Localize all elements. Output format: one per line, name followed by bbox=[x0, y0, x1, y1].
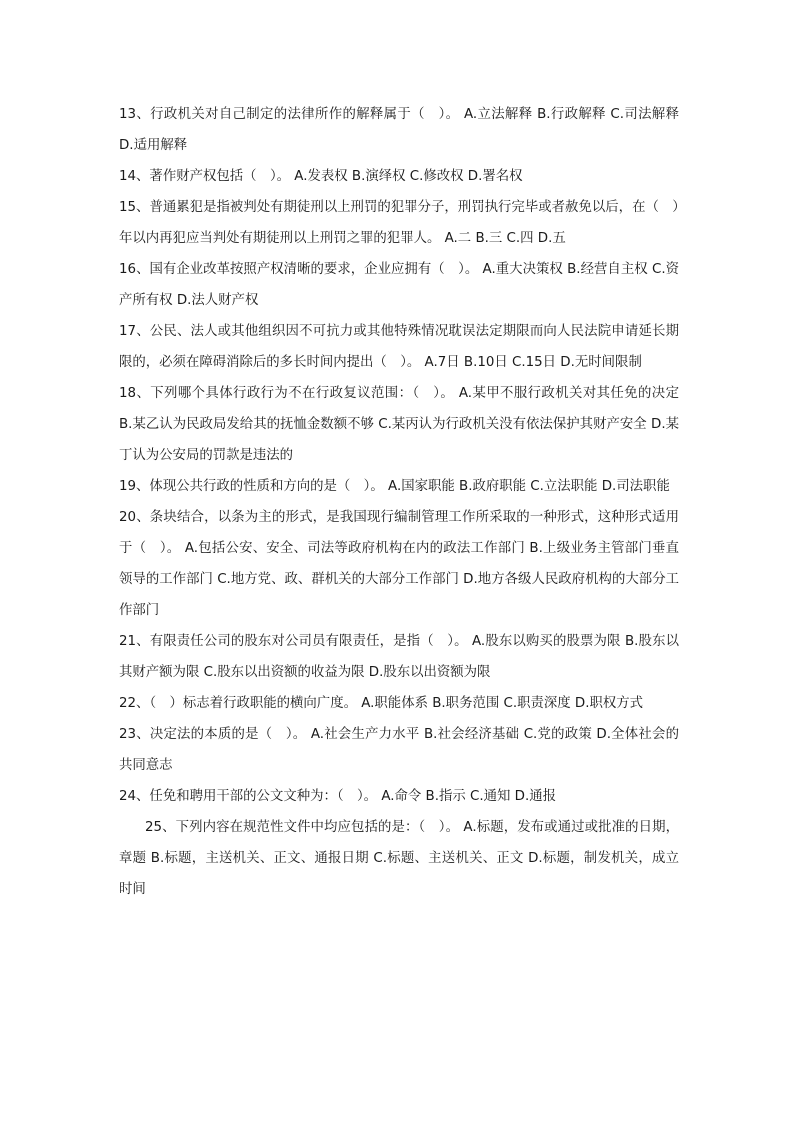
question-24: 24、任免和聘用干部的公文文种为：（ ）。 A.命令 B.指示 C.通知 D.通报 bbox=[119, 789, 557, 804]
question-20: 20、条块结合，以条为主的形式，是我国现行编制管理工作所采取的一种形式，这种形式适用于（ ）。 A.包括公安、安全、司法等政府机构在内的政法工作部门 B.上级业务主管部门垂直领导的工作部门 C.地方党、政、群机关的大部分工作部门 D.地方各级人民政府机构的大部分工作部门 bbox=[119, 510, 679, 618]
question-list bbox=[119, 99, 679, 905]
question-19: 19、体现公共行政的性质和方向的是（ ）。 A.国家职能 B.政府职能 C.立法职能 D.司法职能 bbox=[119, 479, 670, 494]
question-13: 13、行政机关对自己制定的法律所作的解释属于（ ）。 A.立法解释 B.行政解释 C.司法解释 D.适用解释 bbox=[119, 107, 679, 153]
question-15: 15、普通累犯是指被判处有期徒刑以上刑罚的犯罪分子，刑罚执行完毕或者赦免以后，在（ ）年以内再犯应当判处有期徒刑以上刑罚之罪的犯罪人。 A.二 B.三 C.四 D.五 bbox=[119, 200, 679, 246]
question-17: 17、公民、法人或其他组织因不可抗力或其他特殊情况耽误法定期限而向人民法院申请延长期限的，必须在障碍消除后的多长时间内提出（ ）。 A.7日 B.10日 C.15日 D.无时间限制 bbox=[119, 324, 679, 370]
question-18: 18、下列哪个具体行政行为不在行政复议范围：（ ）。 A.某甲不服行政机关对其任免的决定 B.某乙认为民政局发给其的抚恤金数额不够 C.某丙认为行政机关没有依法保护其财产安全 D.某丁认为公安局的罚款是违法的 bbox=[119, 386, 679, 463]
question-23: 23、决定法的本质的是（ ）。 A.社会生产力水平 B.社会经济基础 C.党的政策 D.全体社会的共同意志 bbox=[119, 727, 679, 773]
question-16: 16、国有企业改革按照产权清晰的要求，企业应拥有（ ）。 A.重大决策权 B.经营自主权 C.资产所有权 D.法人财产权 bbox=[119, 262, 679, 308]
question-21: 21、有限责任公司的股东对公司员有限责任，是指（ ）。 A.股东以购买的股票为限 B.股东以其财产额为限 C.股东以出资额的收益为限 D.股东以出资额为限 bbox=[119, 634, 679, 680]
question-25: 25、下列内容在规范性文件中均应包括的是：（ ）。 A.标题，发布或通过或批准的日期，章题 B.标题，主送机关、正文、通报日期 C.标题、主送机关、正文 D.标题，制发机关，成立时间 bbox=[119, 820, 679, 897]
question-14: 14、著作财产权包括（ ）。 A.发表权 B.演绎权 C.修改权 D.署名权 bbox=[119, 169, 523, 184]
question-22: 22、（ ）标志着行政职能的横向广度。 A.职能体系 B.职务范围 C.职责深度 D.职权方式 bbox=[119, 696, 644, 711]
